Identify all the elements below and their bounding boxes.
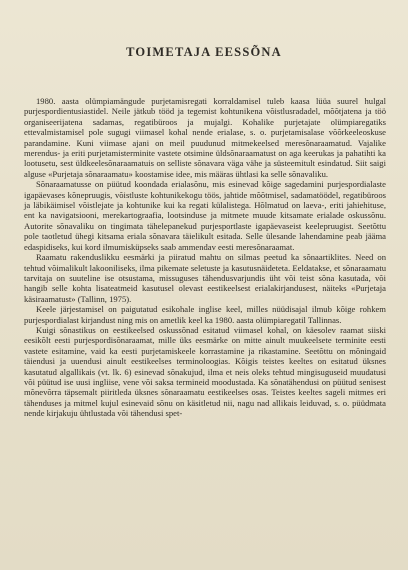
page-title: TOIMETAJA EESSÕNA <box>126 45 282 59</box>
paragraph-2: Sõnaraamatusse on püütud koondada erialasõnu, mis esinevad kõige sagedamini purjespordialaste igapäevases kõnepruugis, võistluste kohtunikekogu töös, jahtide mõõtmisel, sadamatöödel, regatibüroos ja läbikäimisel võistlejate ja kohtunike kui ka regati külalistega. Hõlmatud on laeva-, eriti jahiehituse, ent ka navigatsiooni, merekartograafia, lootsinduse ja mitmete muude kitsamate erialade oskussõnu. Autorite sõnavaliku on tingimata tähelepanekud purjesportlaste igapäevaseist keelepruugist. Seetõttu pole taotletud ühegi kitsama eriala sõnavara täielikult esitada. Selle ülesande lahendamine peab jääma edaspidiseks, kui kord ilmumisküpseks saab ammendav eesti meresõnaraamat. <box>24 179 386 252</box>
paragraph-4: Keele järjestamisel on paigutatud esikohale inglise keel, milles nüüdisajal ilmub kõige rohkem purjespordialast kirjandust ning mis on ametlik keel ka 1980. aasta olümpiaregatil Tallinnas. <box>24 304 386 325</box>
paragraph-5: Kuigi sõnastikus on eestikeelsed oskussõnad esitatud viimasel kohal, on käesolev raamat siiski eesikõlt eesti purjespordisõnaraamat, mille üks eesmärke on mitte ainult muukeelsete terminite eesti vastete esitamine, vaid ka eesti purjetamiskeele korrastamine ja rikastamine. Seetõttu on mõningaid täiendusi ja uuendusi ainult eestikeelses terminoloogias. Kõigis teistes keeltes on esitatud üksnes kasutatud algallikais (vt. lk. 6) esinevad sõnakujud, ilma et neis oleks tehtud mingisuguseid muudatusi või püütud ise uusi ingliise, vene või saksa termineid moodustada. Ka sõnatähendusi on püütud senisest mõnevõrra täpsemalt piiritleda üksnes sõnaraamatu eestikeelses osas. Teistes keeltes sageli mitmes eri tähenduses ja mitmel kujul esinevaid sõnu on käsitletud nii, nagu nad allikais leiduvad, s. o. püüdmata nende kirjakuju ühtlustada või tähendusi spet- <box>24 324 386 419</box>
paragraph-3: Raamatu rakenduslikku eesmärki ja piiratud mahtu on silmas peetud ka sõnaartiklites. Need on tehtud võimalikult lakooniliseks, ilma pikemate seletuste ja kasutusnäideteta. Eeldatakse, et sõnaraamatu tarvitaja on suuteline ise otsustama, missuguses tähendusvarjundis üht või teist sõna kasutada, või hangib selle kohta lisateatmeid kasutusel olevast eestikeelsest erialakirjandusest, näiteks «Purjetaja käsiraamatust» (Tallinn, 1975). <box>24 252 386 304</box>
paragraph-1: 1980. aasta olümpiamängude purjetamisregati korraldamisel tuleb kaasa lüüa suurel hulgal purjespordientusiastidel. Neile jätkub tööd ja tegemist kohtunikena võistlusradadel, mõõtjatena ja töö organiseerijatena sadamas, regatibüroos ja mujalgi. Kohalike purjetajate olümpiaregatiks ettevalmistamisel pole sugugi viimasel kohal nende erialase, s. o. purjetamisalase võõrkeeleoskuse parandamine. Kuni viimase ajani on meil puudunud mitmekeelsed meresõnaraamatud. Vajalike merendus- ja eriti purjetamisterminite vastete otsimine üldsõnaraamatust on aga keerukas ja pahatihti ka lootusetu, sest üldkeelesõnaraamatuis on selliste sõnavara väga vähe ja süsteemitult esindatud. Siit saigi alguse «Purjetaja sõnaraamatu» koostamise idee, mis määras ühtlasi ka selle sõnavaliku. <box>24 96 386 179</box>
body-text <box>24 96 386 419</box>
